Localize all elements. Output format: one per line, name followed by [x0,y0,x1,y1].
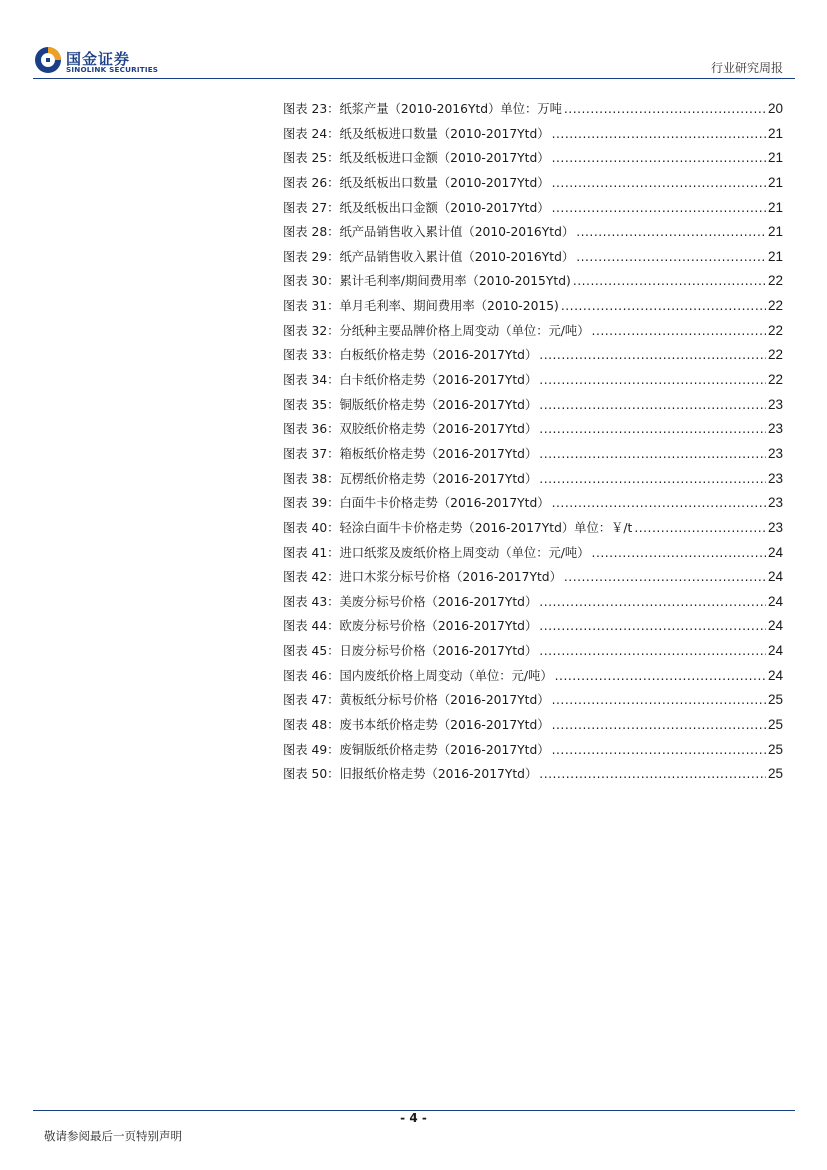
toc-dot-leader [573,269,766,294]
toc-entry-title: 图表 48：废书本纸价格走势（2016-2017Ytd） [283,718,550,733]
toc-dot-leader [552,713,766,738]
toc-entry[interactable] [283,196,783,221]
toc-entry[interactable] [283,590,783,615]
toc-dot-leader [552,738,766,763]
toc-entry[interactable] [283,319,783,344]
toc-entry-page: 20 [767,101,783,116]
toc-entry-title: 图表 25：纸及纸板进口金额（2010-2017Ytd） [283,151,550,166]
toc-dot-leader [539,614,766,639]
toc-dot-leader [576,245,766,270]
toc-dot-leader [592,541,766,566]
toc-entry-title: 图表 44：欧废分标号价格（2016-2017Ytd） [283,619,538,634]
toc-entry-page: 22 [767,347,783,363]
toc-entry-page: 21 [767,248,783,264]
toc-entry[interactable] [283,343,783,368]
toc-entry[interactable] [283,122,783,147]
toc-entry[interactable] [283,614,783,639]
logo-chinese-name: 国金证券 [66,50,131,68]
toc-entry-page: 23 [767,445,783,461]
toc-entry-title: 图表 41：进口纸浆及废纸价格上周变动（单位：元/吨） [283,545,590,560]
toc-entry-title: 图表 49：废铜版纸价格走势（2016-2017Ytd） [283,742,550,757]
toc-dot-leader [555,664,766,689]
toc-entry-page: 24 [767,618,783,634]
toc-entry-page: 25 [767,692,783,708]
sinolink-logo-icon [34,46,62,74]
toc-entry-title: 图表 30：累计毛利率/期间费用率（2010-2015Ytd) [283,274,571,289]
toc-dot-leader [576,220,766,245]
header-divider [33,78,795,79]
toc-entry[interactable] [283,541,783,566]
toc-dot-leader [552,171,766,196]
toc-entry[interactable] [283,639,783,664]
toc-entry-title: 图表 23：纸浆产量（2010-2016Ytd）单位：万吨 [283,102,562,116]
toc-entry-page: 21 [767,125,783,141]
toc-dot-leader [539,762,766,787]
toc-entry-page: 24 [767,569,783,585]
toc-entry-page: 24 [767,544,783,560]
toc-entry-title: 图表 50：旧报纸价格走势（2016-2017Ytd） [283,767,538,782]
toc-entry[interactable] [283,417,783,442]
toc-entry-page: 22 [767,322,783,338]
page-header [0,0,827,80]
toc-entry-title: 图表 47：黄板纸分标号价格（2016-2017Ytd） [283,693,550,708]
toc-entry-page: 22 [767,372,783,388]
toc-entry[interactable] [283,762,783,787]
toc-entry[interactable] [283,565,783,590]
toc-entry-page: 25 [767,717,783,733]
toc-entry[interactable] [283,368,783,393]
report-type-label: 行业研究周报 [710,61,783,75]
toc-entry-title: 图表 34：白卡纸价格走势（2016-2017Ytd） [283,373,538,388]
toc-entry-page: 25 [767,766,783,782]
toc-entry-page: 23 [767,495,783,511]
toc-entry-title: 图表 40：轻涂白面牛卡价格走势（2016-2017Ytd）单位：￥/t [283,520,633,535]
toc-entry-title: 图表 27：纸及纸板出口金额（2010-2017Ytd） [283,200,550,215]
toc-entry[interactable] [283,713,783,738]
toc-dot-leader [539,442,766,467]
toc-dot-leader [552,122,766,147]
toc-entry-title: 图表 29：纸产品销售收入累计值（2010-2016Ytd） [283,249,575,264]
toc-dot-leader [539,467,766,492]
toc-entry-title: 图表 36：双胶纸价格走势（2016-2017Ytd） [283,422,538,437]
toc-entry-page: 23 [767,421,783,437]
toc-entry[interactable] [283,738,783,763]
figure-index-list [283,97,783,787]
toc-entry-page: 25 [767,741,783,757]
toc-dot-leader [539,639,766,664]
toc-entry[interactable] [283,245,783,270]
toc-entry[interactable] [283,442,783,467]
toc-dot-leader [552,688,766,713]
toc-entry-title: 图表 37：箱板纸价格走势（2016-2017Ytd） [283,446,538,461]
toc-entry-title: 图表 45：日废分标号价格（2016-2017Ytd） [283,644,538,659]
toc-entry[interactable] [283,467,783,492]
toc-entry-page: 22 [767,298,783,314]
toc-entry-title: 图表 24：纸及纸板进口数量（2010-2017Ytd） [283,126,550,141]
toc-entry-title: 图表 39：白面牛卡价格走势（2016-2017Ytd） [283,496,550,511]
toc-entry-title: 图表 42：进口木浆分标号价格（2016-2017Ytd） [283,570,562,585]
toc-entry-page: 21 [767,150,783,166]
toc-entry-page: 23 [767,519,783,535]
toc-dot-leader [539,393,766,418]
toc-dot-leader [564,97,766,122]
toc-entry[interactable] [283,516,783,541]
toc-entry-title: 图表 31：单月毛利率、期间费用率（2010-2015) [283,299,559,314]
toc-entry[interactable] [283,664,783,689]
toc-dot-leader [552,146,766,171]
toc-entry-page: 23 [767,396,783,412]
toc-entry[interactable] [283,220,783,245]
toc-entry-title: 图表 28：纸产品销售收入累计值（2010-2016Ytd） [283,225,575,240]
toc-entry-page: 21 [767,224,783,240]
toc-dot-leader [539,368,766,393]
toc-dot-leader [561,294,766,319]
toc-entry[interactable] [283,491,783,516]
toc-entry[interactable] [283,294,783,319]
toc-dot-leader [564,565,766,590]
toc-entry-page: 24 [767,667,783,683]
toc-entry[interactable] [283,97,783,122]
toc-dot-leader [552,491,766,516]
toc-entry-page: 24 [767,643,783,659]
toc-dot-leader [539,343,766,368]
toc-entry-title: 图表 33：白板纸价格走势（2016-2017Ytd） [283,348,538,363]
toc-entry-title: 图表 32：分纸种主要品牌价格上周变动（单位：元/吨） [283,323,590,338]
toc-dot-leader [539,417,766,442]
toc-entry-title: 图表 38：瓦楞纸价格走势（2016-2017Ytd） [283,471,538,486]
toc-entry-title: 图表 46：国内废纸价格上周变动（单位：元/吨） [283,668,553,683]
company-logo [34,46,174,78]
toc-entry-page: 24 [767,593,783,609]
toc-entry[interactable] [283,171,783,196]
logo-english-name: SINOLINK SECURITIES [66,65,159,74]
toc-entry-page: 22 [767,273,783,289]
toc-dot-leader [539,590,766,615]
toc-entry[interactable] [283,269,783,294]
toc-entry-title: 图表 43：美废分标号价格（2016-2017Ytd） [283,594,538,609]
toc-entry[interactable] [283,688,783,713]
toc-dot-leader [552,196,766,221]
disclaimer-text: 敬请参阅最后一页特别声明 [44,1129,182,1143]
toc-dot-leader [592,319,766,344]
toc-entry-title: 图表 35：铜版纸价格走势（2016-2017Ytd） [283,397,538,412]
toc-entry[interactable] [283,393,783,418]
toc-entry-page: 21 [767,199,783,215]
page-number: - 4 - [400,1111,427,1125]
toc-entry-title: 图表 26：纸及纸板出口数量（2010-2017Ytd） [283,175,550,190]
toc-dot-leader [634,516,766,541]
toc-entry[interactable] [283,146,783,171]
toc-entry-page: 21 [767,174,783,190]
toc-entry-page: 23 [767,470,783,486]
